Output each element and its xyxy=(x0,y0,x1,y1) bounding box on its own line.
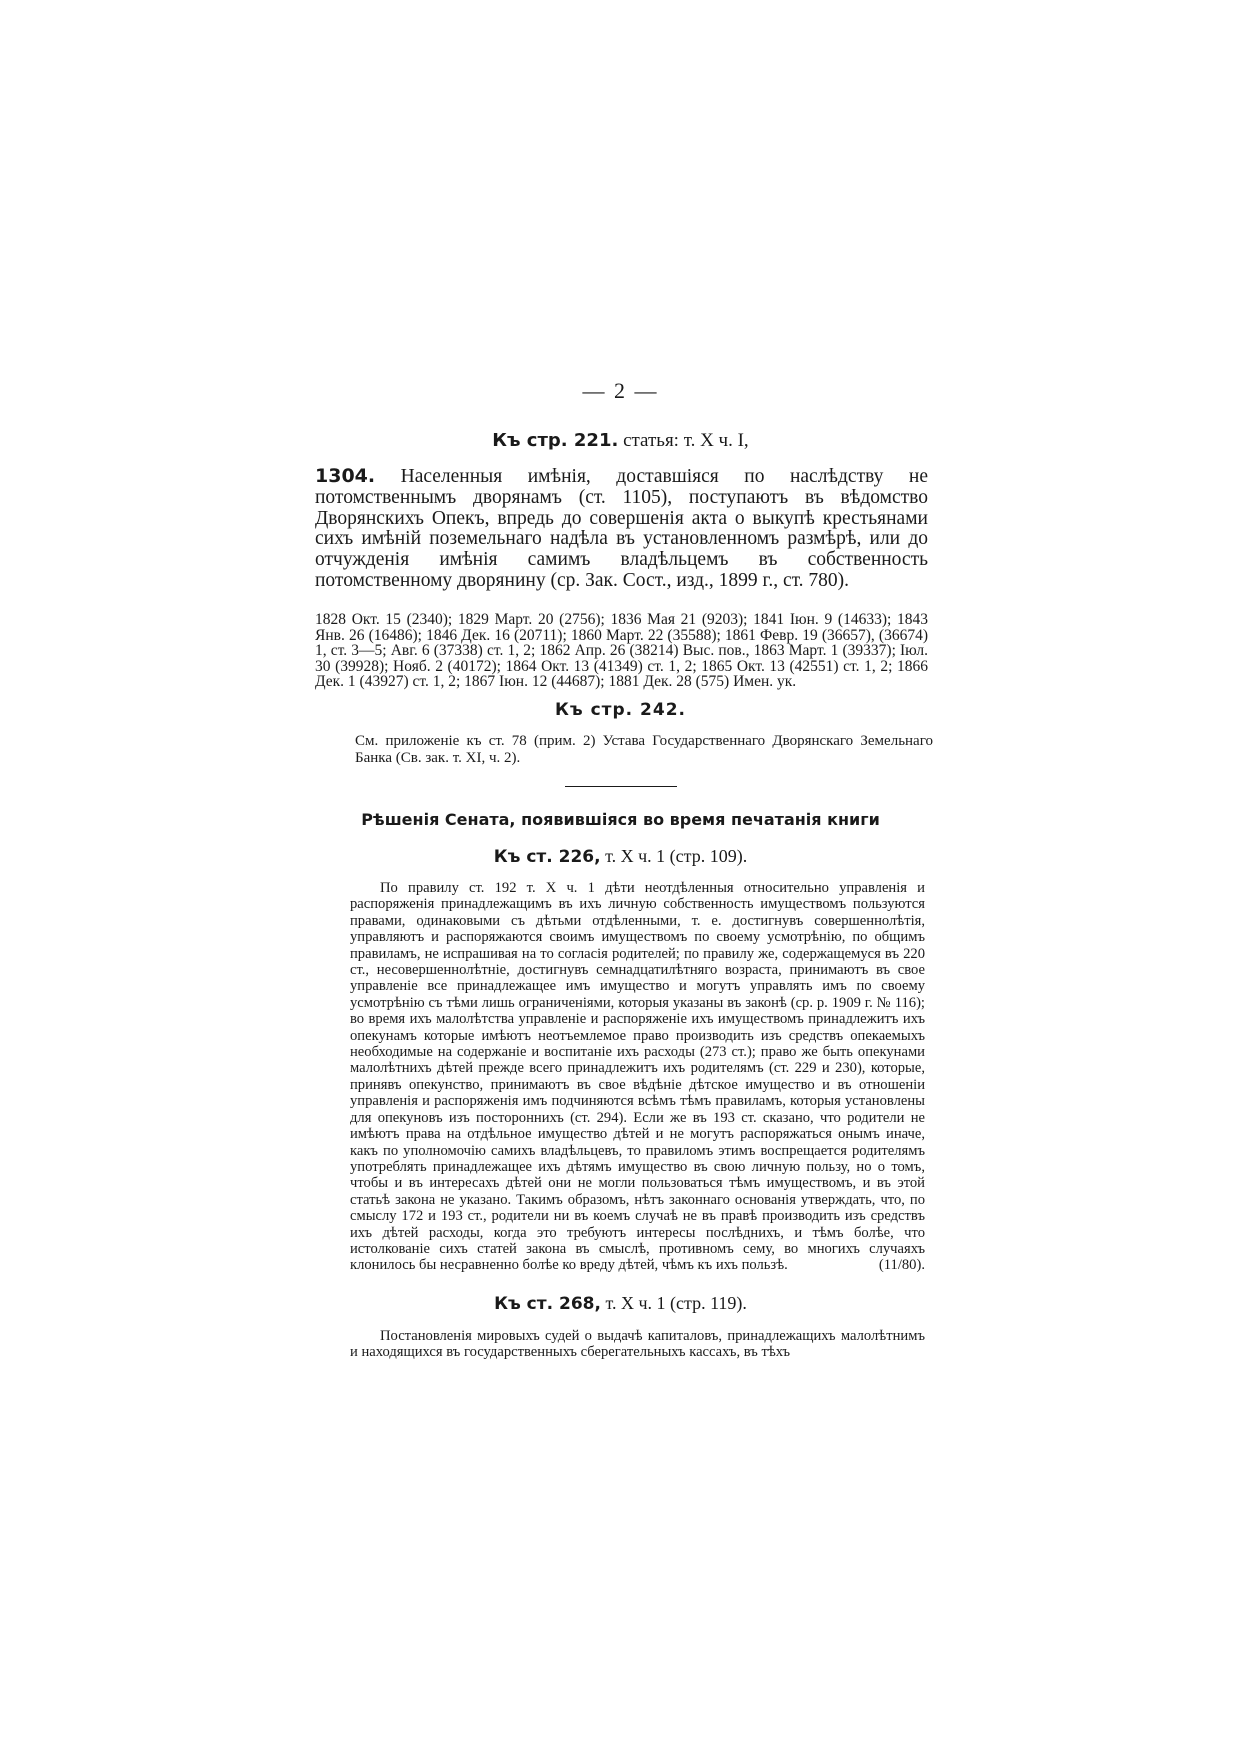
section-divider xyxy=(565,786,677,787)
heading-rest-part: статья: т. X ч. I, xyxy=(618,430,749,451)
heading-bold-part: Къ стр. 221. xyxy=(492,430,619,451)
heading-bold-part: Къ ст. 226, xyxy=(493,847,601,867)
section-heading-page-242: Къ стр. 242. xyxy=(554,700,686,720)
heading-bold-part: Къ ст. 268, xyxy=(494,1294,601,1314)
decision-reference: (11/80). xyxy=(878,1257,925,1274)
section-heading-page-221 xyxy=(0,430,1241,452)
page-number: — 2 — xyxy=(582,378,659,403)
section-heading-article-268 xyxy=(0,1293,1241,1314)
senate-decisions-heading: Рѣшенія Сената, появившіяся во время печатанія книги xyxy=(361,810,880,829)
article-citations: 1828 Окт. 15 (2340); 1829 Март. 20 (2756); 1836 Мая 21 (9203); 1841 Іюн. 9 (14633); 1843 Янв. 26 (16486); 1846 Дек. 16 (20711); 1860 Март. 22 (35588); 1861 Февр. 19 (36657), (36674) 1, ст. 3—5; Авг. 6 (37338) ст. 1, 2; 1862 Апр. 26 (38214) Выс. пов., 1863 Март. 1 (39337); Іюл. 30 (39928); Нояб. 2 (40172); 1864 Окт. 13 (41349) ст. 1, 2; 1865 Окт. 13 (42551) ст. 1, 2; 1866 Дек. 1 (43927) ст. 1, 2; 1867 Іюн. 12 (44687); 1881 Дек. 28 (575) Имен. ук. xyxy=(315,611,928,691)
section-heading-article-226 xyxy=(0,846,1241,867)
decision-paragraph: По правилу ст. 192 т. X ч. 1 дѣти неотдѣленныя относительно управленія и распоряженія принадлежащимъ въ ихъ личную собственность имуществомъ пользуются правами, одинаковыми съ дѣтьми отдѣленными, т. е. достигнувъ совершеннолѣтія, управляютъ и распоряжаются своимъ имуществомъ по своему усмотрѣнію, по общимъ правиламъ, не испрашивая на то согласія родителей; по правилу же, содержащемуся въ 220 ст., несовершеннолѣтніе, достигнувъ семнадцатилѣтняго возраста, принимаютъ въ свое управленіе все принадлежащее имъ имущество и могутъ управлять имъ по своему усмотрѣнію съ тѣми лишь ограниченіями, которыя указаны въ законѣ (ср. р. 1909 г. № 116); во время ихъ малолѣтства управленіе и распоряженіе ихъ имуществомъ принадлежитъ ихъ опекунамъ которые имѣютъ неотъемлемое право производить изъ средствъ опекаемыхъ необходимые на содержаніе и воспитаніе ихъ расходы (273 ст.); право же быть опекунами малолѣтнихъ дѣтей прежде всего принадлежитъ ихъ родителямъ (ст. 229 и 230), которые, принявъ опекунство, принимаютъ въ свое вѣдѣніе дѣтское имущество и въ отношеніи управленія и распоряженія имъ подчиняются всѣмъ тѣмъ правиламъ, которыя установлены для опекуновъ изъ постороннихъ (ст. 294). Если же въ 193 ст. сказано, что родители не имѣютъ права на отдѣльное имущество дѣтей и не могутъ распоряжаться онымъ иначе, какъ по уполномочію самихъ владѣльцевъ, то правиломъ этимъ воспрещается родителямъ употреблять принадлежащее ихъ дѣтямъ имущество въ свою личную пользу, но о томъ, чтобы и въ интересахъ дѣтей они не могли пользоваться тѣмъ имуществомъ, и въ этой статьѣ закона не указано. Такимъ образомъ, нѣтъ законнаго основанія утверждать, что, по смыслу 172 и 193 ст., родители ни въ коемъ случаѣ не въ правѣ производить изъ средствъ ихъ дѣтей расходы, когда это требуютъ интересы послѣднихъ, и тѣмъ болѣе, что истолкованіе сихъ статей закона въ смыслѣ, противномъ сему, во многихъ случаяхъ клонилось бы несравненно болѣе ко вреду дѣтей, чѣмъ къ ихъ пользѣ. xyxy=(350,880,925,1274)
article-1304 xyxy=(315,466,928,592)
heading-rest-part: т. X ч. 1 (стр. 109). xyxy=(600,846,748,866)
decision-text-226 xyxy=(350,880,925,1274)
decision-text-268 xyxy=(350,1328,925,1361)
cross-reference-note: См. приложеніе къ ст. 78 (прим. 2) Устава Государственнаго Дворянскаго Земельнаго Банка (Св. зак. т. XI, ч. 2). xyxy=(355,733,933,766)
heading-rest-part: т. X ч. 1 (стр. 119). xyxy=(600,1293,747,1313)
article-text: Населенныя имѣнія, доставшіяся по наслѣдству не потомственнымъ дворянамъ (ст. 1105), поступаютъ въ вѣдомство Дворянскихъ Опекъ, впредь до совершенія акта о выкупѣ крестьянами сихъ имѣній поземельнаго надѣла въ установленномъ размѣрѣ, или до отчужденія имѣнія самимъ владѣльцемъ въ собственность потомственному дворянину (ср. Зак. Сост., изд., 1899 г., ст. 780). xyxy=(315,466,928,591)
decision-paragraph: Постановленія мировыхъ судей о выдачѣ капиталовъ, принадлежащихъ малолѣтнимъ и находящихся въ государственныхъ сберегательныхъ кассахъ, въ тѣхъ xyxy=(350,1328,925,1361)
article-number: 1304. xyxy=(315,465,376,487)
